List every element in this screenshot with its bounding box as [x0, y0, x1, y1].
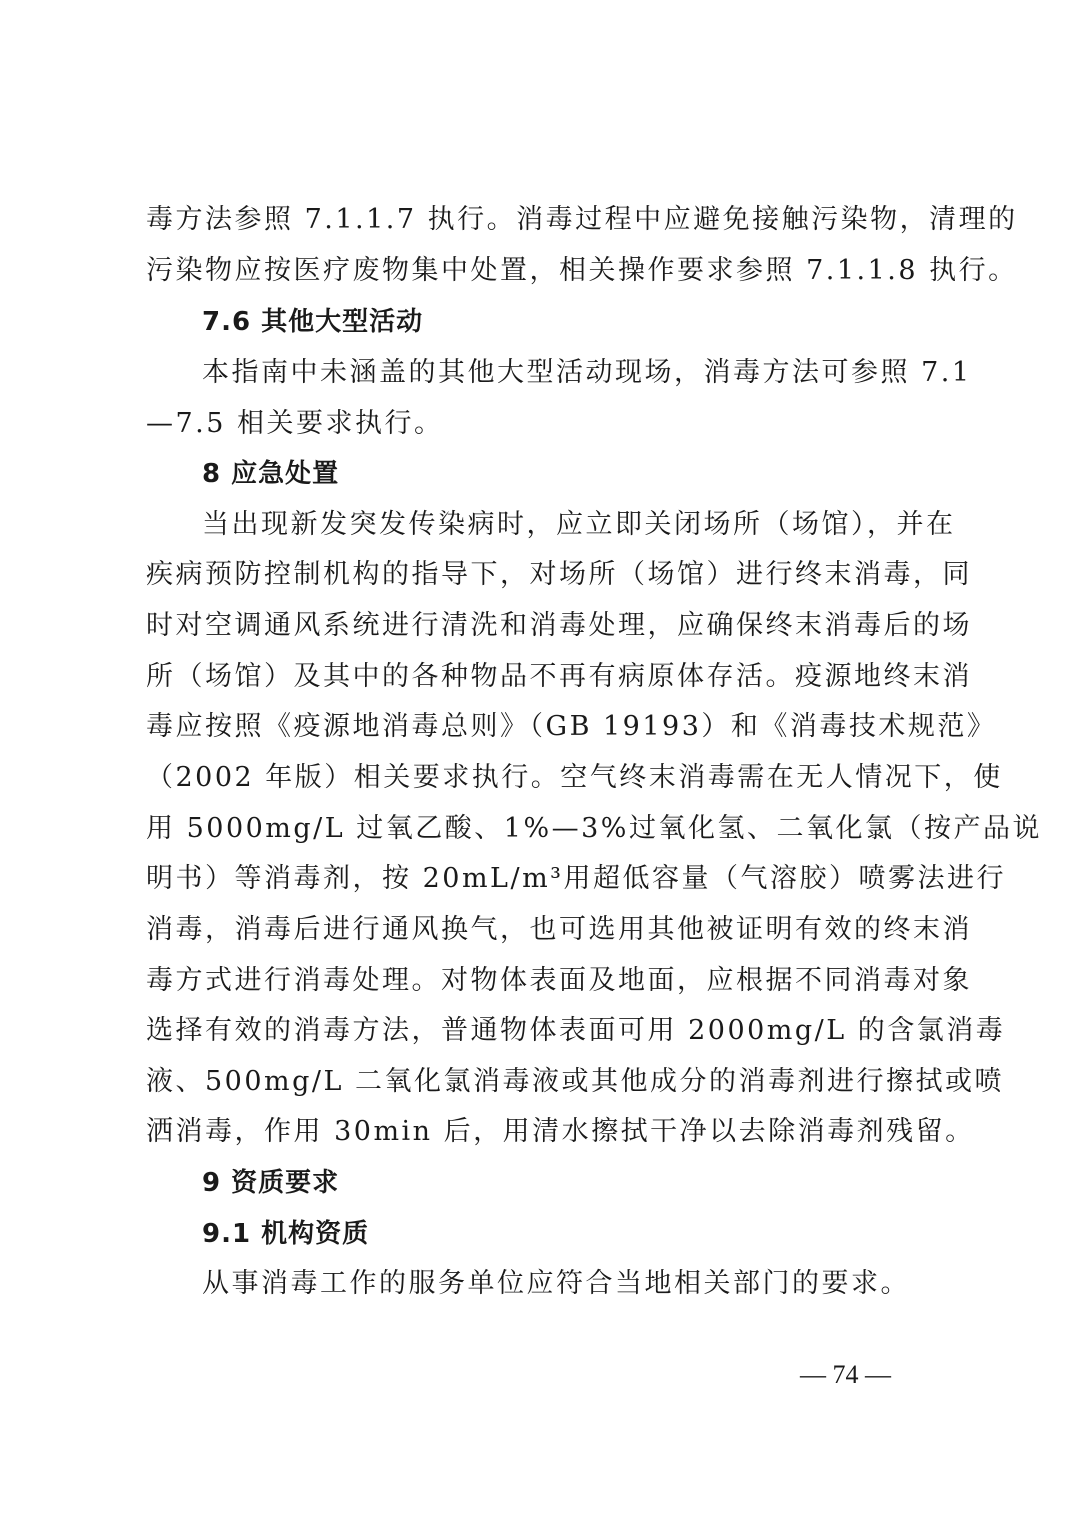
section-heading-7-6: 7.6 其他大型活动 [202, 307, 424, 337]
paragraph-line: 污染物应按医疗废物集中处置，相关操作要求参照 7.1.1.8 执行。 [146, 255, 1018, 286]
section-heading-8: 8 应急处置 [202, 459, 340, 489]
paragraph-line: 当出现新发突发传染病时，应立即关闭场所（场馆），并在 [202, 509, 956, 540]
page-number: — 74 — [800, 1360, 891, 1389]
paragraph-line: 消毒，消毒后进行通风换气，也可选用其他被证明有效的终末消 [146, 914, 972, 945]
paragraph-line: 本指南中未涵盖的其他大型活动现场，消毒方法可参照 7.1 [202, 357, 972, 388]
paragraph-line: 从事消毒工作的服务单位应符合当地相关部门的要求。 [202, 1268, 910, 1299]
paragraph-line: 选择有效的消毒方法，普通物体表面可用 2000mg/L 的含氯消毒 [146, 1015, 1006, 1046]
paragraph-line: 液、500mg/L 二氧化氯消毒液或其他成分的消毒剂进行擦拭或喷 [146, 1066, 1005, 1097]
paragraph-line: 毒方式进行消毒处理。对物体表面及地面，应根据不同消毒对象 [146, 965, 972, 996]
paragraph-line: 明书）等消毒剂，按 20mL/m³用超低容量（气溶胶）喷雾法进行 [146, 863, 1006, 894]
paragraph-line: 毒方法参照 7.1.1.7 执行。消毒过程中应避免接触污染物，清理的 [146, 204, 1018, 235]
section-heading-9: 9 资质要求 [202, 1168, 340, 1198]
paragraph-line: 所（场馆）及其中的各种物品不再有病原体存活。疫源地终末消 [146, 661, 972, 692]
paragraph-line: 毒应按照《疫源地消毒总则》（GB 19193）和《消毒技术规范》 [146, 711, 997, 742]
paragraph-line: 用 5000mg/L 过氧乙酸、1%—3%过氧化氢、二氧化氯（按产品说 [146, 813, 1042, 844]
paragraph-line: 疾病预防控制机构的指导下，对场所（场馆）进行终末消毒，同 [146, 559, 972, 590]
paragraph-line: （2002 年版）相关要求执行。空气终末消毒需在无人情况下，使 [146, 762, 1003, 793]
paragraph-line: —7.5 相关要求执行。 [146, 408, 444, 439]
section-heading-9-1: 9.1 机构资质 [202, 1219, 370, 1249]
paragraph-line: 洒消毒，作用 30min 后，用清水擦拭干净以去除消毒剂残留。 [146, 1116, 975, 1147]
paragraph-line: 时对空调通风系统进行清洗和消毒处理，应确保终末消毒后的场 [146, 610, 972, 641]
